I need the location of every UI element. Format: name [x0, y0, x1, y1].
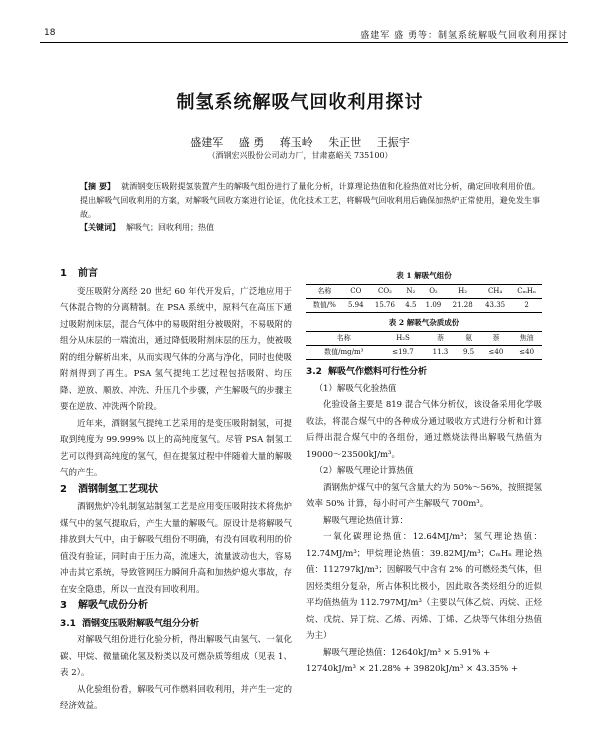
table-header-cell: CO: [343, 285, 369, 299]
keywords-label: 【关键词】: [80, 222, 120, 232]
section-heading: [60, 598, 292, 615]
affiliation: （酒钢宏兴股份公司动力厂，甘肃嘉峪关 735100）: [207, 151, 393, 160]
paragraph: 从化验组份看，解吸气可作燃料回收利用，并产生一定的经济效益。: [60, 684, 292, 711]
table-header-cell: N₂: [401, 285, 420, 299]
author: 勇: [253, 136, 265, 149]
item-label: （1）解吸气化验热值: [314, 383, 397, 394]
author: 盛: [238, 136, 250, 149]
calc-label: 解吸气理论热值计算：: [323, 515, 409, 526]
section-title: 前言: [78, 268, 98, 279]
table-cell: ≤40: [481, 346, 512, 360]
right-column: [306, 266, 542, 678]
running-header: [40, 26, 568, 42]
table-cell: 2: [511, 299, 542, 313]
author-list: [0, 134, 600, 150]
table-header-cell: 名称: [306, 285, 343, 299]
subsection-number: 3.1: [60, 618, 76, 629]
table1: [306, 284, 542, 313]
header-rule: [40, 42, 568, 43]
subsection-heading: [60, 616, 292, 633]
table2: [306, 331, 542, 360]
table-cell: 11.3: [424, 346, 456, 360]
section-number: 3: [60, 600, 67, 611]
formula-line: 解吸气理论热值：12640kJ/m³ × 5.91% +: [323, 647, 491, 658]
section-number: 1: [60, 268, 67, 279]
table-cell: 21.28: [446, 299, 478, 313]
table-row-label: 数值/%: [306, 299, 343, 313]
table-header-cell: CₘHₙ: [511, 285, 542, 299]
table-row-label: 数值/mg/m³: [306, 346, 382, 360]
abstract-label: 【摘 要】: [80, 181, 116, 191]
paragraph: 对解吸气组份进行化验分析，得出解吸气由氢气、一氧化碳、甲烷、微量硫化氢及粉类以及可燃杂质等组成（见表 1、表 2）。: [60, 635, 292, 678]
formula-line: 12740kJ/m³ × 21.28% + 39820kJ/m³ × 43.35% +: [306, 664, 519, 674]
author: 王振宇: [376, 136, 410, 149]
section-number: 2: [60, 483, 67, 495]
table-header-cell: CH₄: [479, 285, 511, 299]
table-cell: 15.76: [369, 299, 401, 313]
paragraph: 酒钢焦炉冷轧制氢站制氢工艺是应用变压吸附技术将焦炉煤气中的氢气提取后，产生大量的解吸气。原设计是将解吸气排放到大气中，由于解吸气组份不明确，有没有回收利用的价值没有验证，同时由于压力高，流速大，流量波动也大，容易冲击其它系统，导致管网压力瞬间升高和加热炉熄火事故，存在安全隐患，所以一直没有回收利用。: [60, 502, 292, 595]
running-title: 盛建军 盛 勇等：制氢系统解吸气回收利用探讨: [360, 31, 568, 41]
table-cell: 9.5: [457, 346, 481, 360]
section-title: 解吸气成份分析: [78, 600, 148, 611]
paragraph: 变压吸附分离经 20 世纪 60 年代开发后，广泛地应用于气体混合物的分离精制。在 PSA 系统中，原料气在高压下通过吸附剂床层，混合气体中的易吸附组分被吸附，不易吸附的组分从床层的一端流出，通过降低吸附剂床层的压力，使被吸附的组分解析出来，从而实现气体的分离与净化，同时也使吸附剂得到了再生。PSA 氢气提纯工艺过程包括吸附、均压降、逆放、顺放、冲洗、升压几个步骤，产生解吸气的步骤主要在逆放、冲洗两个阶段。: [60, 286, 292, 412]
table-header-cell: 氨: [457, 332, 481, 346]
table-cell: ≤19.7: [382, 346, 425, 360]
table-header-cell: 名称: [306, 332, 382, 346]
keywords: [80, 222, 540, 233]
paper-title: 制氢系统解吸气回收利用探讨: [176, 92, 424, 113]
table-header-cell: 萘: [424, 332, 456, 346]
paragraph: 酒钢焦炉煤气中的氢气含量大约为 50%～56%，按照提氢效率 50% 计算，每小时可产生解吸气 700m³。: [306, 482, 542, 509]
subsection-heading: [306, 364, 542, 381]
table-cell: 43.35: [479, 299, 511, 313]
paragraph: 一氧化碳理论热值：12.64MJ/m³；氢气理论热值：12.74MJ/m³；甲烷理论热值：39.82MJ/m³；CₘHₙ 理论热值：112797kJ/m³；因解吸气中含有 2% 的可燃烃类气体，但因烃类组分复杂，所占体积比极小，因此取各类烃组分的近似平均值热值为 112.797MJ/m³（主要以气体乙烷、丙烷、正烃烷、戊烷、异丁烷、乙烯、丙烯、丁烯、乙炔等气体组分热值为主）: [306, 532, 542, 641]
table-cell: 4.5: [401, 299, 420, 313]
subsection-number: 3.2: [306, 367, 322, 377]
item-label: （2）解吸气理论计算热值: [314, 466, 414, 476]
paragraph: 化验设备主要是 819 混合气体分析仪，该设备采用化学吸收法，将混合煤气中的各种成分通过吸收方式进行分析和计算后得出混合煤气中的各组份，通过燃烧法得出解吸气热值为 19000～23500kJ/m³。: [306, 400, 542, 460]
subsection-title: 解吸气作燃料可行性分析: [328, 367, 428, 377]
table-header-cell: CO₂: [369, 285, 401, 299]
page-number: 18: [44, 28, 56, 38]
table2-caption: 表 2 解吸气杂质成份: [388, 318, 460, 327]
table-header-cell: H₂S: [382, 332, 425, 346]
author: 蒋玉岭: [279, 136, 313, 149]
subsection-title: 酒钢变压吸附解吸气组分分析: [82, 618, 200, 629]
section-heading: [60, 482, 292, 499]
abstract-text: 就酒钢变压吸附提氢装置产生的解吸气组份进行了量化分析，计算理论热值和化验热值对比分析，确定回收利用价值。提出解吸气回收利用的方案，对解吸气回收方案进行论证，优化技术工艺，将解吸气回收利用后确保加热炉正常使用，避免发生事故。: [80, 182, 540, 219]
abstract: [80, 179, 540, 222]
section-title: 酒钢制氢工艺现状: [78, 483, 158, 495]
table-header-cell: O₂: [421, 285, 447, 299]
left-column: [60, 266, 292, 715]
section-heading: [60, 266, 292, 283]
table-header-cell: 焦油: [511, 332, 542, 346]
table1-caption: 表 1 解吸气组份: [396, 271, 452, 280]
table-header-cell: H₂: [446, 285, 478, 299]
author: 朱正世: [328, 136, 362, 149]
table-cell: 5.94: [343, 299, 369, 313]
keywords-text: 解吸气；回收利用；热值: [126, 223, 214, 232]
author: 盛建军: [190, 136, 224, 149]
paragraph: 近年来，酒钢氢气提纯工艺采用的是变压吸附制氢，可提取到纯度为 99.999% 以上的高纯度氢气。尽管 PSA 制氢工艺可以得到高纯度的氢气，但在提氢过程中伴随着大量的解吸气的产生。: [60, 418, 292, 478]
table-header-cell: 萘: [481, 332, 512, 346]
table-cell: ≤40: [511, 346, 542, 360]
table-cell: 1.09: [421, 299, 447, 313]
